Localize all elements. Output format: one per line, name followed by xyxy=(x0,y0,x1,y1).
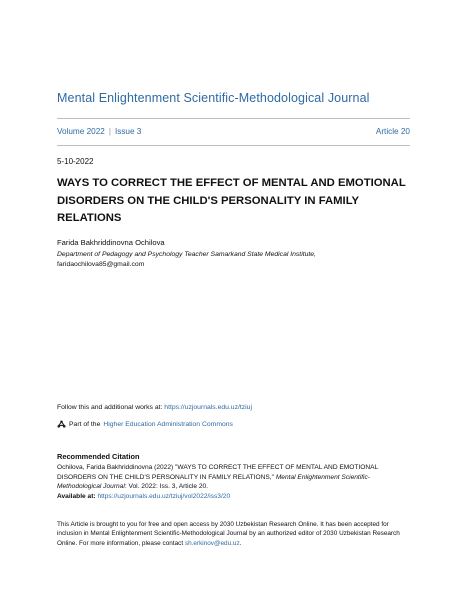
available-label: Available at: xyxy=(57,492,98,500)
issue-meta xyxy=(57,127,410,136)
network-icon xyxy=(57,420,66,429)
contact-email-link[interactable]: sh.erkinov@edu.uz xyxy=(184,539,240,547)
volume-link[interactable]: Volume 2022 xyxy=(57,127,105,136)
author-name: Farida Bakhriddinovna Ochilova xyxy=(57,238,165,247)
follow-label: Follow this and additional works at: xyxy=(57,404,165,411)
citation-heading: Recommended Citation xyxy=(57,452,140,461)
publication-date: 5-10-2022 xyxy=(57,157,94,166)
citation-journal: Mental Enlightenment Scientific-Methodological Journal xyxy=(57,473,371,491)
article-title-line: DISORDERS ON THE CHILD'S PERSONALITY IN FAMILY xyxy=(57,194,360,207)
article-title xyxy=(57,175,417,228)
issue-link[interactable]: Issue 3 xyxy=(114,127,142,136)
author-affiliation xyxy=(57,250,397,270)
available-line xyxy=(57,492,412,502)
commons-link[interactable]: Higher Education Administration Commons xyxy=(103,421,233,428)
article-number[interactable]: Article 20 xyxy=(375,127,410,136)
journal-title[interactable]: Mental Enlightenment Scientific-Methodological Journal xyxy=(57,91,370,105)
available-link[interactable]: https://uzjournals.edu.uz/tziuj/vol2022/iss3/20 xyxy=(97,492,231,500)
access-notice xyxy=(57,520,412,548)
citation-volume: : Vol. 2022: Iss. 3, Article 20. xyxy=(124,483,209,491)
citation-body xyxy=(57,463,412,501)
notice-text: This Article is brought to you for free and open access by 2030 Uzbekistan Research Online. It has been accepted for inclusion in Mental Enlightenment Scientific-Methodological Journal by an authorized editor of 2030 Uzbekistan Research Online. For more information, please contact xyxy=(57,521,400,547)
author-email: faridaochilova85@gmail.com xyxy=(57,261,145,268)
meta-separator: | xyxy=(108,127,111,136)
part-of-line xyxy=(57,420,233,429)
divider-top xyxy=(57,118,410,119)
citation-text: Ochilova, Farida Bakhriddinovna (2022) "WAYS TO CORRECT THE EFFECT OF MENTAL AND EMOTIONAL DISORDERS ON THE CHILD'S PERSONALITY IN FAMILY RELATIONS," xyxy=(57,464,379,481)
affiliation-text: Department of Pedagogy and Psychology Teacher Samarkand State Medical Institute, xyxy=(57,251,316,258)
follow-line xyxy=(57,404,252,411)
notice-end: . xyxy=(239,539,242,547)
divider-bottom xyxy=(57,145,410,146)
part-of-label: Part of the xyxy=(69,421,101,428)
article-title-line: RELATIONS xyxy=(57,212,122,224)
article-title-line: WAYS TO CORRECT THE EFFECT OF MENTAL AND EMOTIONAL xyxy=(57,177,406,189)
follow-link[interactable]: https://uzjournals.edu.uz/tziuj xyxy=(164,404,252,411)
